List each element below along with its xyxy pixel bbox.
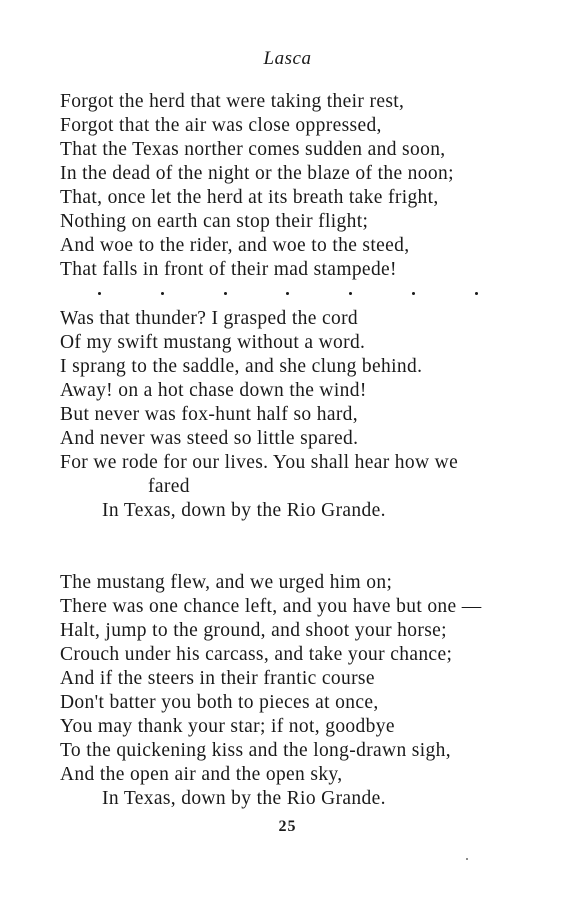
poem-line: And the open air and the open sky, — [60, 764, 343, 785]
ellipsis-dot — [475, 292, 478, 295]
poem-line: To the quickening kiss and the long-drawn sigh, — [60, 740, 451, 761]
ellipsis-dot — [286, 292, 289, 295]
poem-line: There was one chance left, and you have but one — — [60, 596, 482, 617]
ellipsis-dot — [161, 292, 164, 295]
poem-line: And woe to the rider, and woe to the steed, — [60, 235, 410, 256]
ellipsis-dot — [412, 292, 415, 295]
poem-line-continuation: fared — [148, 476, 190, 497]
running-title: Lasca — [263, 48, 312, 69]
ellipsis-dot — [349, 292, 352, 295]
poem-refrain: In Texas, down by the Rio Grande. — [102, 788, 386, 809]
poem-line: That, once let the herd at its breath take fright, — [60, 187, 439, 208]
poem-line: Was that thunder? I grasped the cord — [60, 308, 359, 329]
poem-refrain: In Texas, down by the Rio Grande. — [102, 500, 386, 521]
poem-line: Nothing on earth can stop their flight; — [60, 211, 369, 232]
poem-line: That the Texas norther comes sudden and soon, — [60, 139, 446, 160]
poem-line: And if the steers in their frantic course — [60, 668, 375, 689]
ellipsis-dot — [224, 292, 227, 295]
poem-line: Of my swift mustang without a word. — [60, 332, 366, 353]
page-number: 25 — [278, 818, 297, 835]
poem-line: Halt, jump to the ground, and shoot your horse; — [60, 620, 447, 641]
poem-line: In the dead of the night or the blaze of the noon; — [60, 163, 454, 184]
poem-line: For we rode for our lives. You shall hear how we — [60, 452, 459, 473]
poem-line: You may thank your star; if not, goodbye — [60, 716, 395, 737]
poem-line: The mustang flew, and we urged him on; — [60, 572, 393, 593]
ellipsis-dot — [98, 292, 101, 295]
paper-speck — [466, 858, 468, 860]
poem-line: Forgot that the air was close oppressed, — [60, 115, 382, 136]
poem-line: Away! on a hot chase down the wind! — [60, 380, 367, 401]
poem-line: But never was fox-hunt half so hard, — [60, 404, 358, 425]
poem-line: That falls in front of their mad stampede! — [60, 259, 397, 280]
poem-line: Crouch under his carcass, and take your chance; — [60, 644, 453, 665]
section-break-dots — [98, 287, 478, 299]
poem-line: I sprang to the saddle, and she clung behind. — [60, 356, 423, 377]
poem-line: Forgot the herd that were taking their rest, — [60, 91, 405, 112]
poem-line: Don't batter you both to pieces at once, — [60, 692, 379, 713]
poem-line: And never was steed so little spared. — [60, 428, 359, 449]
